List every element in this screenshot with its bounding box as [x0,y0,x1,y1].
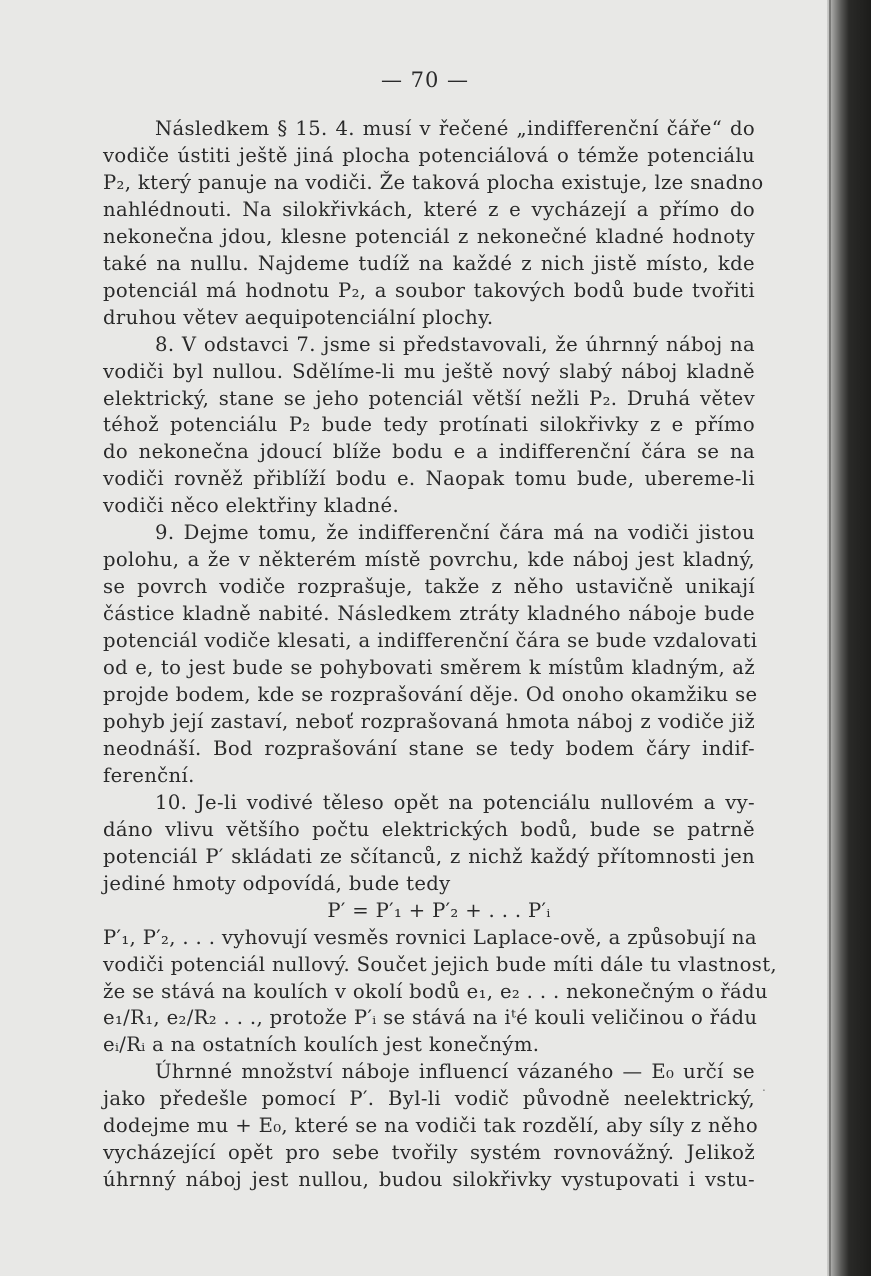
text-line: e₁/R₁, e₂/R₂ . . ., protože P′ᵢ se stává na iᵗé kouli veličinou o řádu [103,1006,758,1030]
page-number: — 70 — [380,68,470,92]
text-line: projde bodem, kde se rozprašování děje. Od onoho okamžiku se [103,683,758,707]
text-line: potenciál má hodnotu P₂, a soubor takových bodů bude tvořiti [103,278,755,302]
text-line: vodiči potenciál nullový. Součet jejich bude míti dále tu vlastnost, [103,952,777,976]
text-line: jediné hmoty odpovídá, bude tedy [103,871,451,895]
text-line: potenciál vodiče klesati, a indifferenční čára se bude vzdalovati [103,629,758,653]
text-line: téhož potenciálu P₂ bude tedy protínati silokřivky z e přímo [103,413,755,437]
stray-mark: . [762,1080,766,1094]
text-line: 9. Dejme tomu, že indifferenční čára má na vodiči jistou [155,521,755,545]
formula-line: P′ = P′₁ + P′₂ + . . . P′ᵢ [327,898,551,922]
text-line: P′₁, P′₂, . . . vyhovují vesměs rovnici Laplace-ově, a způsobují na [103,925,757,949]
text-line: polohu, a že v některém místě povrchu, kde náboj jest kladný, [103,548,755,572]
text-line: nekonečna jdou, klesne potenciál z nekonečné kladné hodnoty [103,224,755,248]
text-line: 8. V odstavci 7. jsme si představovali, že úhrnný náboj na [155,332,755,356]
text-line: vodiči něco elektřiny kladné. [103,494,400,518]
text-line: dodejme mu + E₀, které se na vodiči tak rozdělí, aby síly z něho [103,1114,758,1138]
text-line: také na nullu. Najdeme tudíž na každé z nich jistě místo, kde [103,251,755,275]
text-line: druhou větev aequipotenciální plochy. [103,305,494,329]
text-line: úhrnný náboj jest nullou, budou silokřivky vystupovati i vstu- [103,1168,755,1192]
text-line: P₂, který panuje na vodiči. Že taková plocha existuje, lze snadno [103,170,764,194]
text-line: pohyb její zastaví, neboť rozprašovaná hmota náboj z vodiče již [103,709,755,733]
text-line: jako předešle pomocí P′. Byl-li vodič původně neelektrický, [103,1087,755,1111]
text-line: že se stává na koulích v okolí bodů e₁, e₂ . . . nekonečným o řádu [103,979,768,1003]
text-line: Úhrnné množství náboje influencí vázaného — E₀ určí se [155,1060,755,1084]
text-line: nahlédnouti. Na silokřivkách, které z e vycházejí a přímo do [103,197,755,221]
text-line: neodnáší. Bod rozprašování stane se tedy bodem čáry indif- [103,736,755,760]
text-line: vodiče ústiti ještě jiná plocha potenciálová o témže potenciálu [103,143,755,167]
text-line: vycházející opět pro sebe tvořily systém rovnovážný. Jelikož [103,1141,755,1165]
text-line: vodiči rovněž přiblíží bodu e. Naopak tomu bude, ubereme-li [103,467,755,491]
text-line: 10. Je-li vodivé těleso opět na potenciálu nullovém a vy- [155,790,755,814]
text-line: Následkem § 15. 4. musí v řečené „indifferenční čáře“ do [155,117,755,140]
page-edge-line [829,0,831,1276]
text-line: do nekonečna jdoucí blíže bodu e a indifferenční čára se na [103,440,755,464]
text-line: ferenční. [103,763,195,787]
text-line: se povrch vodiče rozprašuje, takže z něho ustavičně unikají [103,575,755,599]
text-line: od e, to jest bude se pohybovati směrem k místům kladným, až [103,656,755,680]
text-line: vodiči byl nullou. Sdělíme-li mu ještě nový slabý náboj kladně [103,359,755,383]
text-line: elektrický, stane se jeho potenciál větší nežli P₂. Druhá větev [103,386,755,410]
text-line: dáno vlivu většího počtu elektrických bodů, bude se patrně [103,817,755,841]
page-binding-edge [827,0,871,1276]
body-text [103,116,777,1194]
text-line: částice kladně nabité. Následkem ztráty kladného náboje bude [103,602,755,626]
text-line: potenciál P′ skládati ze sčítanců, z nichž každý přítomnosti jen [103,844,755,868]
text-line: eᵢ/Rᵢ a na ostatních koulích jest konečným. [103,1033,540,1057]
